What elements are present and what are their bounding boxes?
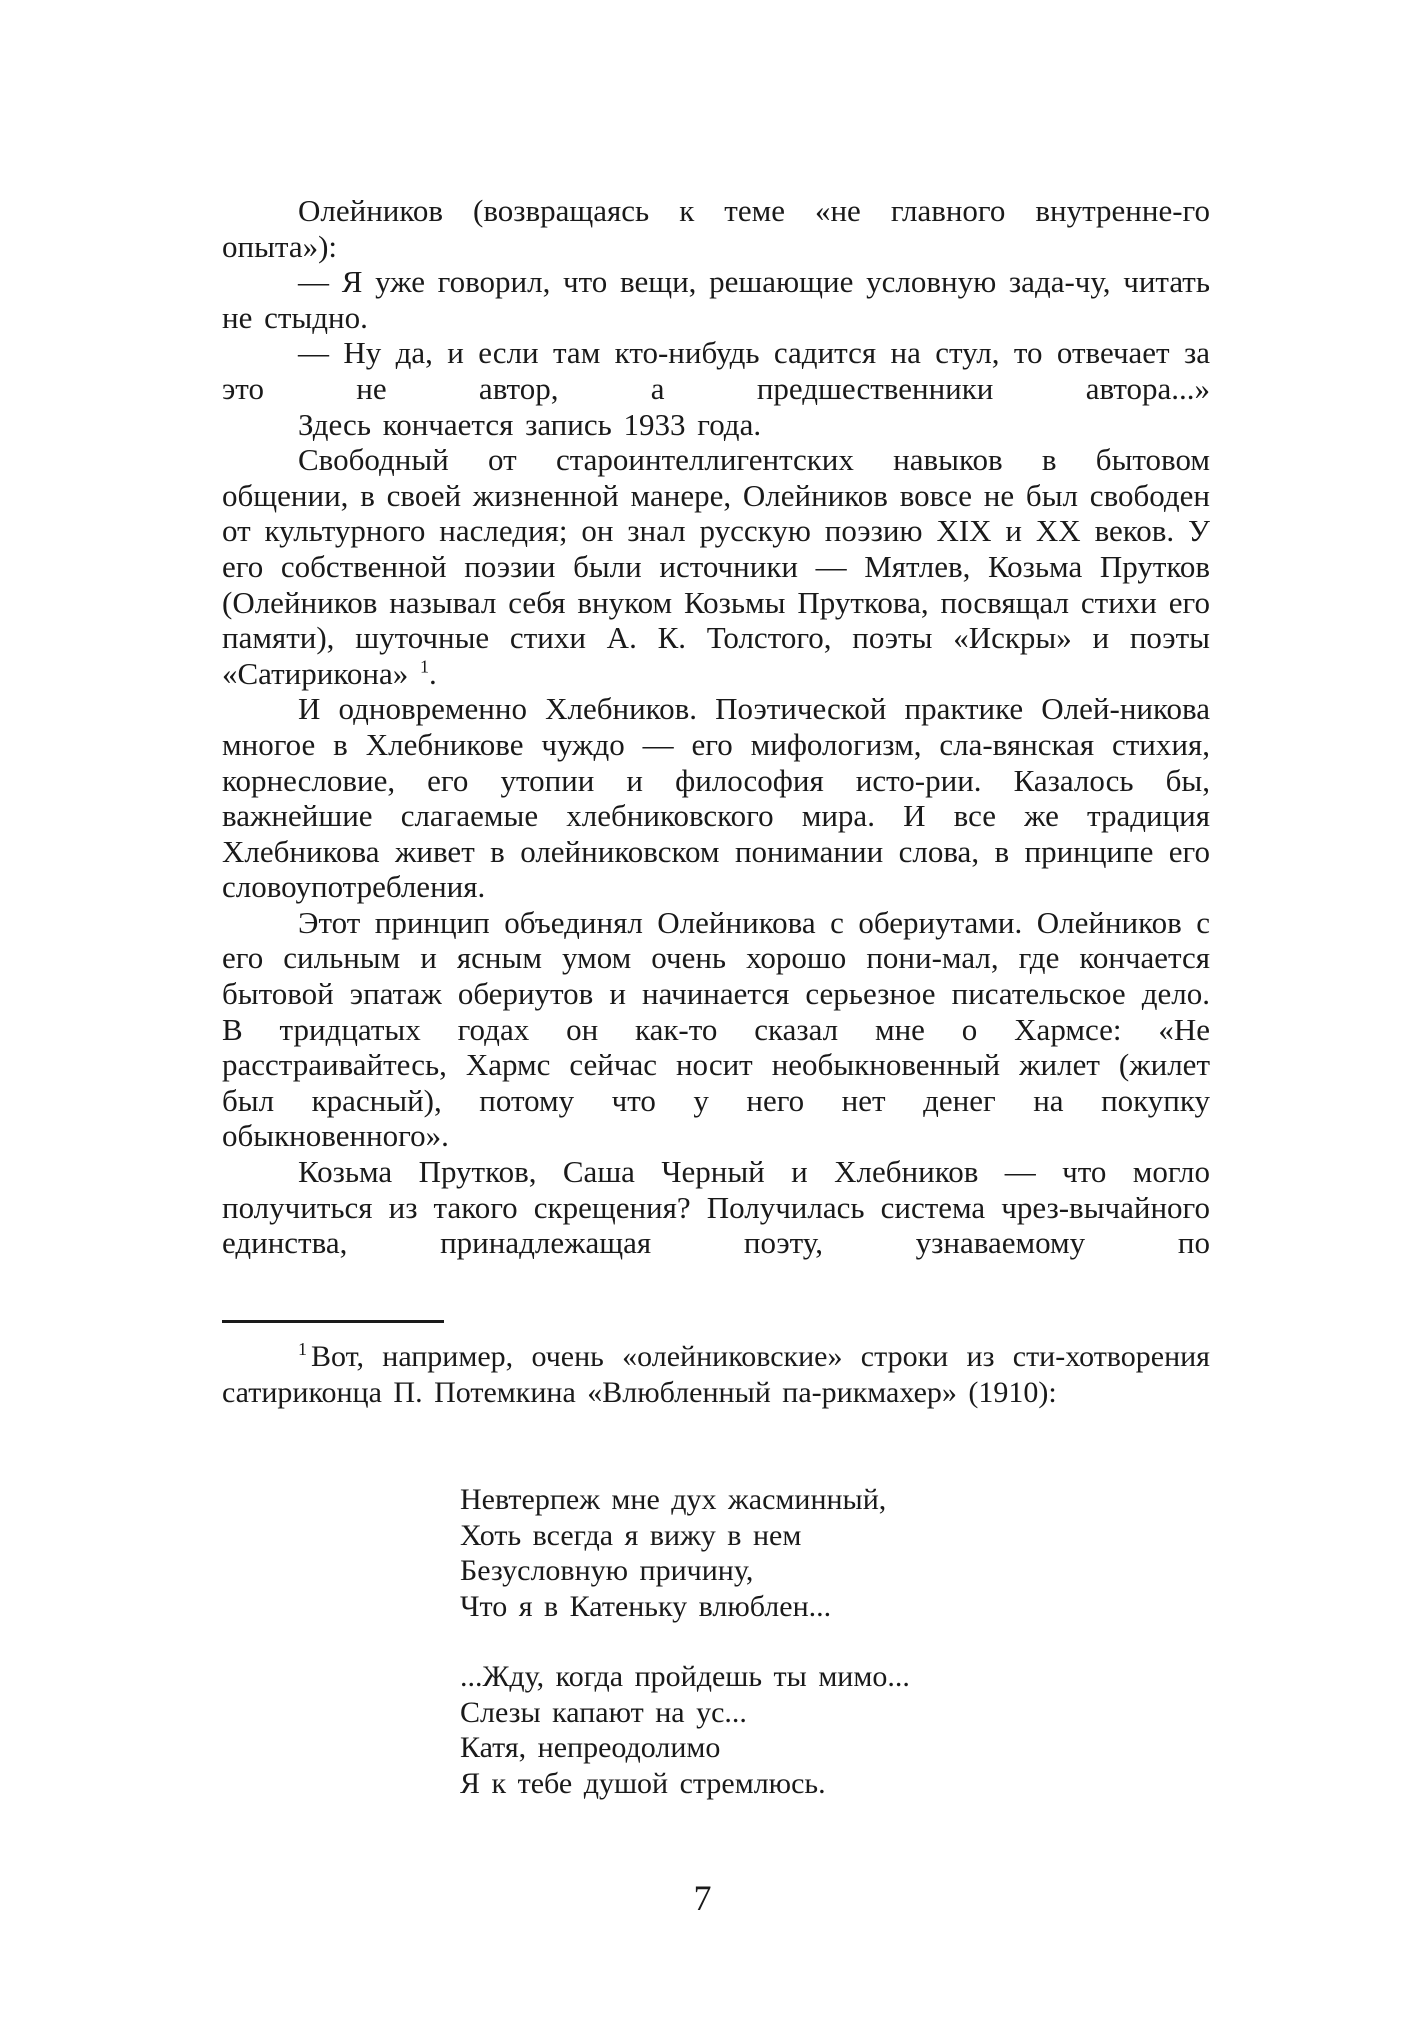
paragraph: Здесь кончается запись 1933 года. <box>298 406 762 442</box>
paragraph: Свободный от староинтеллигентских навыков в бытовом общении, в своей жизненной манере, Олейников вовсе не был свободен от культурного наследия; он знал русскую поэзию XIX и XX веков. У его собственной поэзии были источники — Мятлев, Козьма Прутков (Олейников называл себя внуком Козьмы Пруткова, посвящал стихи его памяти), шуточные стихи А. К. Толстого, поэты «Искры» и поэты «Сатирикона» $^1$. <box>222 442 1210 691</box>
poem-line: Я к тебе душой стремлюсь. <box>460 1766 826 1800</box>
poem-quote <box>460 1482 910 1836</box>
paragraph: — Я уже говорил, что вещи, решающие условную зада-чу, читать не стыдно. <box>222 264 1210 335</box>
poem-line: Невтерпеж мне дух жасминный, <box>460 1483 887 1516</box>
paragraph: И одновременно Хлебников. Поэтической практике Олей-никова многое в Хлебникове чуждо — его мифологизм, сла-вянская стихия, корнесловие, его утопии и философия исто-рии. Казалось бы, важнейшие слагаемые хлебниковского мира. И все же традиция Хлебникова живет в олейниковском понимании слова, в принципе его словоупотребления. <box>222 691 1210 905</box>
main-text <box>222 193 1210 1261</box>
paragraph: Козьма Прутков, Саша Черный и Хлебников — что могло получиться из такого скрещения? Получилась система чрез-вычайного единства, принадлежащая поэту, узнаваемому по <box>222 1154 1210 1261</box>
poem-line: Что я в Катеньку влюблен... <box>460 1589 832 1623</box>
footnote <box>222 1339 1210 1410</box>
poem-line: Слезы капают на ус... <box>460 1695 747 1729</box>
footnote-reference: 1 <box>419 656 429 677</box>
footnote-body: Вот, например, очень «олейниковские» строки из сти-хотворения сатириконца П. Потемкина «Влюбленный па-рикмахер» (1910): <box>222 1340 1210 1409</box>
footnote-text <box>222 1339 1210 1410</box>
paragraph: Этот принцип объединял Олейникова с обериутами. Олейников с его сильным и ясным умом очень хорошо пони-мал, где кончается бытовой эпатаж обериутов и начинается серьезное писательское дело. В тридцатых годах он как-то сказал мне о Хармсе: «Не расстраивайтесь, Хармс сейчас носит необыкновенный жилет (жилет был красный), потому что у него нет денег на покупку обыкновенного». <box>222 904 1210 1154</box>
poem-line: Безусловную причину, <box>460 1554 754 1587</box>
paragraph: Олейников (возвращаясь к теме «не главного внутренне-го опыта»): <box>222 193 1210 264</box>
poem-line: ...Жду, когда пройдешь ты мимо... <box>460 1660 910 1693</box>
paragraph-text: Свободный от староинтеллигентских навыков в бытовом общении, в своей жизненной манере, Олейников вовсе не был свободен от культурного наследия; он знал русскую поэзию XIX и XX веков. У его собственной поэзии были источники — Мятлев, Козьма Прутков (Олейников называл себя внуком Козьмы Пруткова, посвящал стихи его памяти), шуточные стихи А. К. Толстого, поэты «Искры» и поэты «Сатирикона» <box>222 442 1210 691</box>
footnote-divider <box>222 1320 444 1323</box>
paragraph: — Ну да, и если там кто-нибудь садится на стул, то отвечает за это не автор, а предшественники автора...» <box>222 335 1210 406</box>
footnote-mark: 1 <box>298 1339 307 1359</box>
poem-line: Катя, непреодолимо <box>460 1731 721 1764</box>
poem-line: Хоть всегда я вижу в нем <box>460 1518 802 1552</box>
poem-stanza <box>460 1482 910 1624</box>
poem-stanza <box>460 1659 910 1801</box>
page-number: 7 <box>693 1878 712 1918</box>
